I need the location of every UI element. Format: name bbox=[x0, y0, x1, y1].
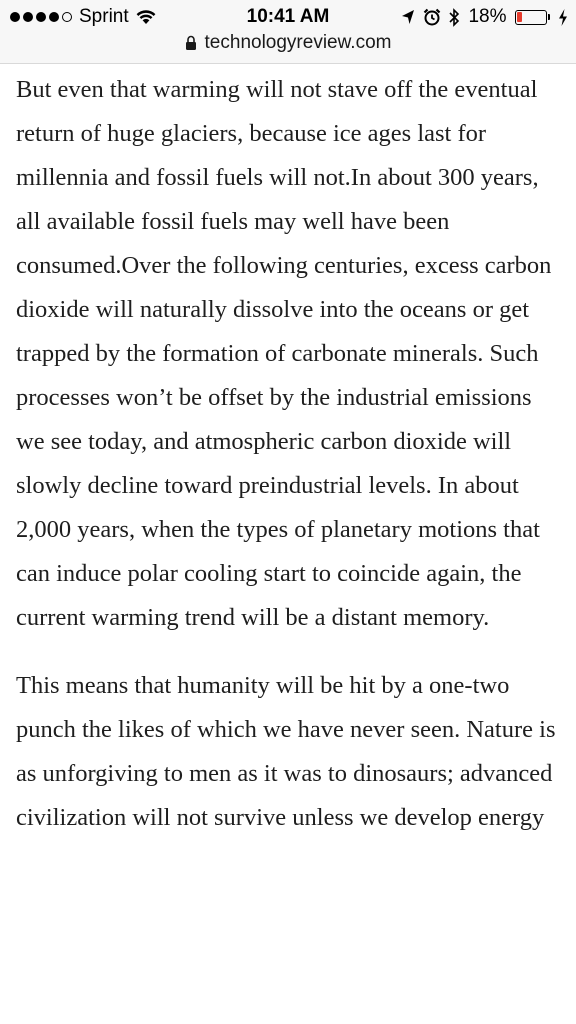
lock-icon bbox=[185, 35, 197, 51]
location-arrow-icon bbox=[401, 9, 415, 25]
article-paragraph: This means that humanity will be hit by a one-two punch the likes of which we have never seen. Nature is as unforgiving to men as it was to dinosaurs; advanced civilization will not survive unless we develop energy bbox=[16, 672, 556, 831]
charging-bolt-icon bbox=[558, 9, 568, 26]
battery-level-fill bbox=[517, 12, 522, 22]
status-bar-right bbox=[401, 6, 568, 28]
url-text[interactable]: technologyreview.com bbox=[204, 32, 392, 53]
status-bar bbox=[0, 0, 576, 34]
battery-icon bbox=[515, 10, 551, 25]
article-paragraph: But even that warming will not stave off the eventual return of huge glaciers, because ice ages last for millennia and fossil fuels will not.In about 300 years, all available fossil fuels may well have been consumed.Over the following centuries, excess carbon dioxide will naturally dissolve into the oceans or get trapped by the formation of carbonate minerals. Such processes won’t be offset by the industrial emissions we see today, and atmospheric carbon dioxide will slowly decline toward preindustrial levels. In about 2,000 years, when the types of planetary motions that can induce polar cooling start to coincide again, the current warming trend will be a distant memory. bbox=[16, 76, 552, 631]
status-time: 10:41 AM bbox=[246, 6, 330, 27]
address-bar[interactable] bbox=[0, 32, 576, 54]
browser-chrome bbox=[0, 0, 576, 64]
carrier-name: Sprint bbox=[79, 6, 129, 27]
alarm-icon bbox=[423, 8, 441, 26]
battery-percent: 18% bbox=[468, 6, 507, 27]
bluetooth-icon bbox=[449, 8, 460, 27]
battery-cap bbox=[548, 14, 551, 20]
battery-body bbox=[515, 10, 547, 25]
article-body bbox=[16, 68, 564, 840]
